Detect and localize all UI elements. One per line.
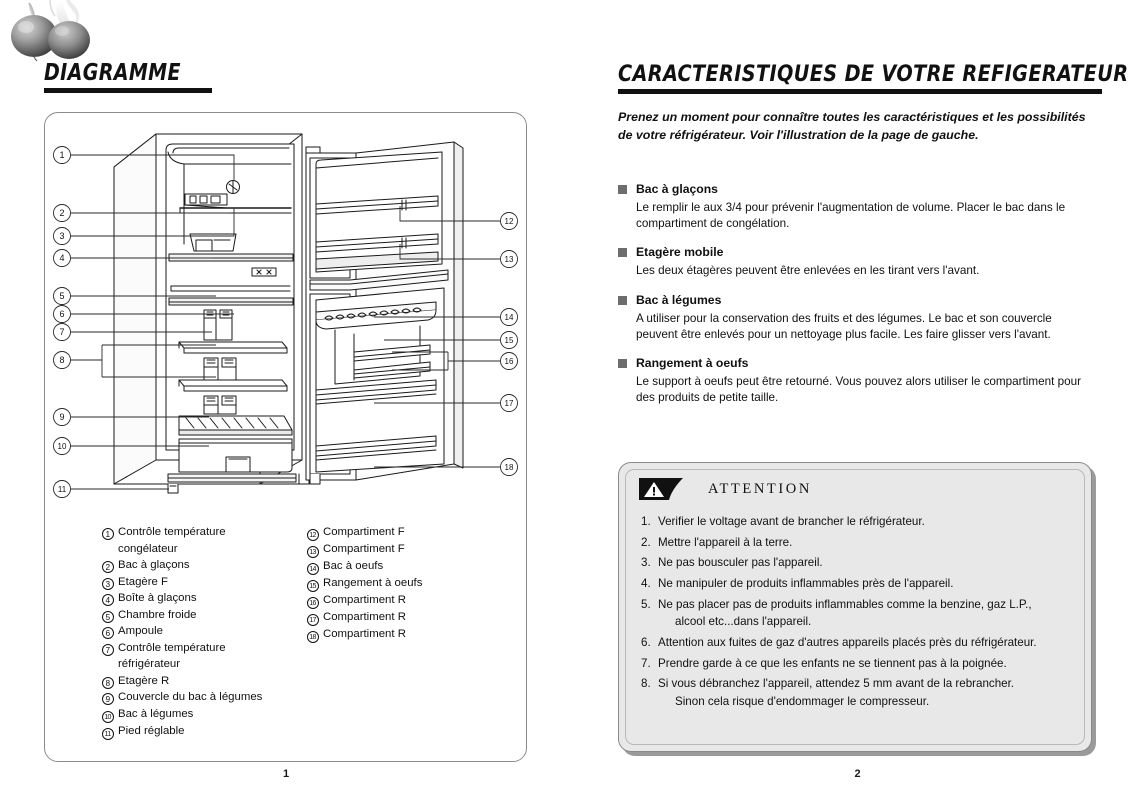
page-title-caracteristiques: CARACTERISTIQUES DE VOTRE REFIGERATEUR (618, 61, 1129, 87)
title-underline-left (44, 88, 212, 93)
callout-3: 3 (59, 231, 65, 241)
attention-item-number: 1. (641, 515, 651, 528)
attention-item-number: 6. (641, 635, 651, 649)
legend-item (100, 723, 300, 740)
refrigerator-diagram (44, 112, 527, 512)
callout-2: 2 (59, 208, 65, 218)
callout-13: 13 (504, 255, 514, 264)
legend-item (305, 575, 505, 592)
warning-triangle-icon (639, 478, 700, 500)
callout-16: 16 (504, 357, 514, 366)
legend-item (305, 609, 505, 626)
legend-list-right (305, 524, 505, 643)
page-title-diagramme: DIAGRAMME (44, 60, 181, 86)
legend-label: Pied réglable (118, 724, 185, 737)
square-bullet-icon (618, 296, 627, 305)
legend-label: Rangement à oeufs (323, 577, 423, 589)
legend-item (305, 541, 505, 558)
attention-item (641, 575, 1071, 593)
features-list (618, 182, 1096, 419)
feature-body: A utiliser pour la conservation des fruits et des légumes. Le bac et son couvercle peuvent être enlevés pour un nettoyage plus facile. Les faire glisser vers l'avant. (636, 311, 1052, 341)
callout-6: 6 (59, 309, 65, 319)
legend-label: Compartiment R (323, 611, 406, 623)
legend-number: 14 (305, 558, 320, 575)
legend-label: Chambre froide (118, 608, 197, 621)
legend-item (100, 574, 300, 591)
legend-item (305, 626, 505, 643)
feature-heading (618, 356, 1096, 371)
legend-number: 5 (100, 607, 115, 624)
attention-item (641, 596, 1071, 631)
square-bullet-icon (618, 359, 627, 368)
attention-item-text: Ne pas bousculer pas l'appareil. (658, 556, 823, 570)
fruits-splash-photo (6, 0, 112, 62)
square-bullet-icon (618, 248, 627, 257)
legend-label: Ampoule (118, 625, 163, 637)
callout-10: 10 (57, 442, 67, 451)
legend-item (100, 590, 300, 607)
feature-title: Etagère mobile (636, 245, 724, 260)
attention-item-number: 8. (641, 677, 651, 691)
legend-label: Couvercle du bac à légumes (118, 691, 263, 703)
feature-heading (618, 182, 1096, 197)
legend-number: 2 (100, 557, 115, 574)
attention-item (641, 513, 1071, 531)
legend-item (100, 557, 300, 574)
callout-11: 11 (57, 485, 67, 494)
feature-title: Rangement à oeufs (636, 356, 749, 371)
legend-item (100, 640, 300, 673)
legend-label: Contrôle température congélateur (118, 526, 226, 555)
attention-item (641, 634, 1071, 652)
attention-item (641, 675, 1071, 710)
attention-item-number: 2. (641, 535, 651, 549)
attention-item-text: Ne manipuler de produits inflammables près de l'appareil. (658, 577, 954, 591)
legend-label: Etagère F (118, 575, 169, 588)
legend-label: Compartiment R (323, 628, 406, 640)
callout-12: 12 (504, 217, 514, 226)
title-underline-right (618, 89, 1102, 94)
callout-14: 14 (504, 313, 514, 322)
legend-label: Compartiment F (323, 543, 405, 555)
attention-item (641, 655, 1071, 673)
attention-item-number: 4. (641, 577, 651, 591)
attention-item-text: Ne pas placer pas de produits inflammables comme la benzine, gaz L.P., alcool etc...dans l'appareil. (658, 597, 1032, 629)
feature-block (618, 182, 1096, 232)
legend-number: 10 (100, 706, 115, 723)
attention-item-text: Prendre garde à ce que les enfants ne se tiennent pas à la poignée. (658, 656, 1007, 670)
legend-number: 18 (305, 626, 320, 643)
callout-17: 17 (504, 399, 514, 408)
legend-number: 15 (305, 575, 320, 592)
legend-number: 17 (305, 609, 320, 626)
attention-item-number: 3. (641, 556, 651, 570)
feature-title: Bac à glaçons (636, 182, 718, 196)
legend-number: 9 (100, 689, 115, 706)
legend-list-left (100, 524, 300, 740)
intro-paragraph: Prenez un moment pour connaître toutes les caractéristiques et les possibilités de votre réfrigérateur. Voir l'illustration de la page de gauche. (618, 110, 1086, 142)
legend-label: Compartiment F (323, 526, 405, 538)
legend-item (305, 592, 505, 609)
attention-item (641, 554, 1071, 572)
feature-title: Bac à légumes (636, 292, 722, 307)
legend-label: Bac à légumes (118, 707, 194, 720)
attention-item-text: Verifier le voltage avant de brancher le réfrigérateur. (658, 515, 925, 528)
legend-label: Bac à glaçons (118, 559, 190, 571)
attention-header (639, 478, 812, 500)
callout-15: 15 (504, 336, 514, 345)
feature-block (618, 356, 1096, 406)
legend-number: 16 (305, 592, 320, 609)
legend-label: Boîte à glaçons (118, 592, 197, 604)
feature-body: Le support à oeufs peut être retourné. Vous pouvez alors utiliser le compartiment pour des produits de petite taille. (636, 375, 1082, 405)
attention-item-text: Si vous débranchez l'appareil, attendez 5 mm avant de la rebrancher. Sinon cela risque d'endommager le compresseur. (658, 677, 1015, 708)
legend-number: 7 (100, 640, 115, 657)
legend-number: 1 (100, 524, 115, 541)
legend-label: Etagère R (118, 674, 170, 687)
legend-number: 6 (100, 623, 115, 640)
attention-item-number: 7. (641, 656, 651, 670)
attention-item-number: 5. (641, 597, 651, 611)
attention-item (641, 534, 1071, 552)
legend-label: Contrôle température réfrigérateur (118, 641, 226, 670)
callout-9: 9 (59, 412, 65, 422)
feature-block (618, 245, 1096, 279)
legend-number: 3 (100, 574, 115, 591)
legend-item (305, 524, 505, 541)
attention-items (641, 513, 1071, 714)
legend-number: 4 (100, 590, 115, 607)
attention-label: ATTENTION (708, 480, 812, 497)
attention-box (618, 462, 1092, 752)
legend-number: 12 (305, 524, 320, 541)
legend-item (100, 524, 300, 557)
legend-item (100, 689, 300, 706)
attention-item-text: Mettre l'appareil à la terre. (658, 535, 793, 549)
feature-heading (618, 245, 1096, 260)
feature-body: Les deux étagères peuvent être enlevées en les tirant vers l'avant. (636, 264, 980, 278)
legend-item (100, 623, 300, 640)
page-number-left: 1 (282, 768, 290, 780)
legend-item (100, 607, 300, 624)
legend-item (305, 558, 505, 575)
legend-label: Bac à oeufs (323, 560, 384, 572)
square-bullet-icon (618, 185, 627, 194)
feature-body: Le remplir le aux 3/4 pour prévenir l'augmentation de volume. Placer le bac dans le compartiment de congélation. (636, 201, 1066, 231)
legend-number: 11 (100, 723, 115, 740)
legend-number: 13 (305, 541, 320, 558)
legend-label: Compartiment R (323, 594, 406, 606)
callout-5: 5 (59, 291, 65, 301)
feature-block (618, 293, 1096, 343)
legend-item (100, 673, 300, 690)
legend-item (100, 706, 300, 723)
callout-1: 1 (59, 150, 65, 160)
feature-heading (618, 293, 1096, 308)
callout-8: 8 (59, 355, 65, 365)
callout-18: 18 (504, 463, 514, 472)
page-number-right: 2 (854, 768, 861, 780)
legend-number: 8 (100, 673, 115, 690)
callout-4: 4 (59, 253, 65, 263)
attention-item-text: Attention aux fuites de gaz d'autres appareils placés près du réfrigérateur. (658, 635, 1037, 649)
callout-7: 7 (59, 327, 65, 337)
